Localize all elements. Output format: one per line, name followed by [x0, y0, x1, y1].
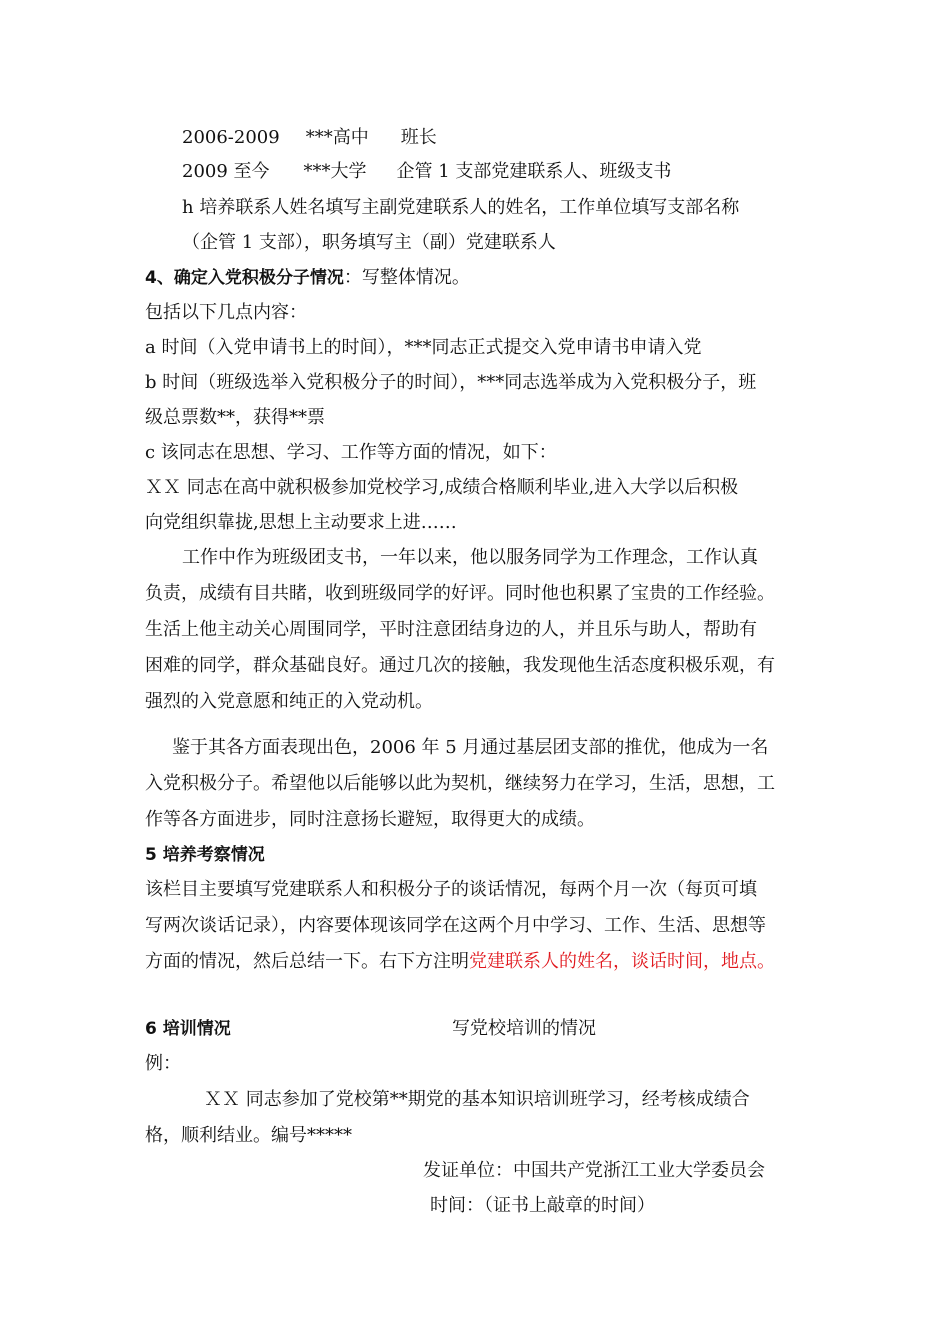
text-line: 鉴于其各方面表现出色，2006 年 5 月通过基层团支部的推优，他成为一名	[172, 737, 769, 758]
text-line: c 该同志在思想、学习、工作等方面的情况，如下：	[145, 442, 557, 463]
education-row-1	[182, 126, 437, 150]
text-line: 向党组织靠拢,思想上主动要求上进……	[145, 512, 457, 533]
section-5-heading: 5 培养考察情况	[145, 845, 265, 865]
certificate-time: 时间：（证书上敲章的时间）	[430, 1195, 655, 1216]
section-heading-suffix: ：写整体情况。	[343, 267, 470, 288]
education-row-2	[182, 160, 671, 184]
text-line: h 培养联系人姓名填写主副党建联系人的姓名，工作单位填写支部名称	[182, 197, 740, 218]
section-6-heading: 6 培训情况	[145, 1019, 231, 1039]
section-4-heading	[145, 266, 470, 290]
text-line: ＸＸ 同志在高中就积极参加党校学习,成绩合格顺利毕业,进入大学以后积极	[145, 477, 739, 498]
text-line: 包括以下几点内容：	[145, 302, 307, 323]
text-line: 格，顺利结业。编号*****	[145, 1125, 352, 1146]
text-line: 级总票数**，获得**票	[145, 407, 325, 428]
text-line: 写两次谈话记录），内容要体现该同学在这两个月中学习、工作、生活、思想等	[145, 915, 766, 936]
text-line: b 时间（班级选举入党积极分子的时间），***同志选举成为入党积极分子，班	[145, 372, 757, 393]
text-line: 困难的同学，群众基础良好。通过几次的接触，我发现他生活态度积极乐观，有	[145, 655, 775, 676]
education-school: ***大学	[303, 161, 367, 182]
education-role: 班长	[400, 127, 437, 148]
text-line: a 时间（入党申请书上的时间），***同志正式提交入党申请书申请入党	[145, 337, 702, 358]
text-line: ＸＸ 同志参加了党校第**期党的基本知识培训班学习，经考核成绩合	[204, 1089, 750, 1110]
text-line: （企管 1 支部），职务填写主（副）党建联系人	[182, 232, 556, 253]
text-line-with-highlight	[145, 950, 775, 974]
text-line: 强烈的入党意愿和纯正的入党动机。	[145, 691, 433, 712]
text-plain: 方面的情况，然后总结一下。右下方注明	[145, 951, 469, 972]
section-6-note: 写党校培训的情况	[452, 1018, 596, 1039]
text-line: 该栏目主要填写党建联系人和积极分子的谈话情况，每两个月一次（每页可填	[145, 879, 757, 900]
text-line: 生活上他主动关心周围同学，平时注意团结身边的人，并且乐与助人，帮助有	[145, 619, 757, 640]
text-line: 负责，成绩有目共睹，收到班级同学的好评。同时他也积累了宝贵的工作经验。	[145, 583, 775, 604]
text-line: 工作中作为班级团支书，一年以来，他以服务同学为工作理念，工作认真	[182, 547, 758, 568]
certificate-issuer: 发证单位：中国共产党浙江工业大学委员会	[423, 1160, 765, 1181]
text-line: 作等各方面进步，同时注意扬长避短，取得更大的成绩。	[145, 809, 595, 830]
section-heading: 4、确定入党积极分子情况	[145, 268, 344, 288]
education-years: 2006-2009	[182, 127, 280, 148]
example-label: 例：	[145, 1053, 181, 1074]
highlight-text: 党建联系人的姓名，谈话时间，地点。	[469, 951, 775, 972]
text-line: 入党积极分子。希望他以后能够以此为契机，继续努力在学习，生活，思想，工	[145, 773, 775, 794]
education-role: 企管 1 支部党建联系人、班级支书	[396, 161, 672, 182]
education-school: ***高中	[305, 127, 369, 148]
education-years: 2009 至今	[182, 161, 270, 182]
